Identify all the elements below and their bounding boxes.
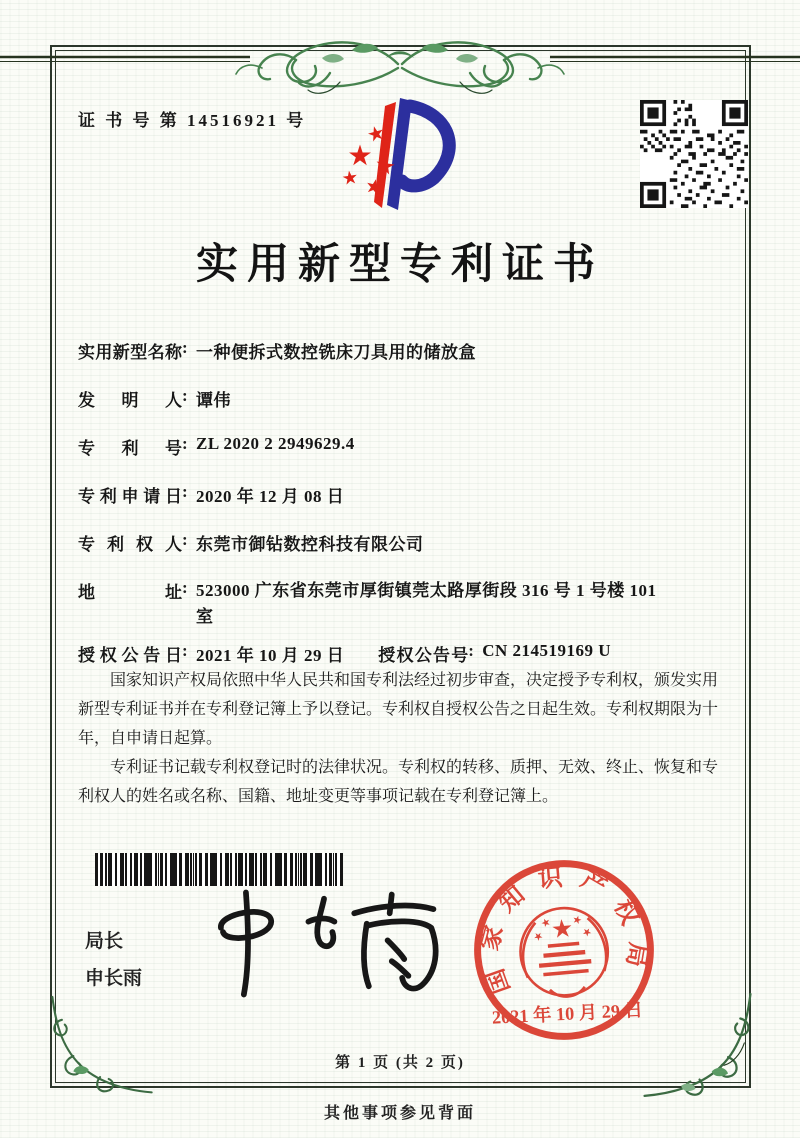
field-inventor — [78, 386, 690, 411]
page-number: 第 1 页 (共 2 页) — [335, 1055, 465, 1071]
colon: : — [182, 641, 188, 660]
cnipa-red-seal — [468, 854, 660, 1046]
field-label: 授权公告日 — [78, 646, 182, 665]
field-address — [78, 578, 690, 629]
field-patentee — [78, 530, 690, 555]
commissioner-name: 申长雨 — [85, 968, 143, 989]
green-flourish-ornament-bottom-right — [640, 992, 755, 1104]
colon: : — [182, 482, 188, 501]
colon: : — [182, 338, 188, 357]
seal-agency-text: 国家知识产权局 — [476, 862, 652, 998]
legal-paragraph-2: 专利证书记载专利权登记时的法律状况。专利权的转移、质押、无效、终止、恢复和专利权人的姓名或名称、国籍、地址变更等事项记载在专利登记簿上。 — [78, 759, 719, 806]
colon: : — [468, 641, 474, 660]
field-value: 东莞市御钻数控科技有限公司 — [196, 535, 424, 554]
certificate-number: 证 书 号 第 14516921 号 — [78, 111, 307, 130]
seal-date: 2021 年 10 月 29 日 — [491, 999, 644, 1028]
field-grant-date — [78, 641, 344, 666]
field-label: 专利号 — [78, 439, 182, 458]
signature-handwriting — [198, 886, 448, 1001]
field-filing-date — [78, 482, 690, 507]
field-label: 专利权人 — [78, 535, 182, 554]
field-value: ZL 2020 2 2949629.4 — [196, 434, 355, 453]
commissioner-role: 局长 — [85, 931, 124, 952]
fields-section — [78, 338, 690, 689]
field-value: 谭伟 — [196, 391, 231, 410]
field-value: 2021 年 10 月 29 日 — [196, 646, 345, 665]
field-value: 523000 广东省东莞市厚街镇莞太路厚街段 316 号 1 号楼 101 室 — [196, 581, 657, 626]
green-flourish-ornament-bottom-left — [48, 995, 156, 1100]
field-label: 地址 — [78, 583, 182, 602]
commissioner-block — [85, 923, 142, 997]
colon: : — [182, 530, 188, 549]
field-label: 授权公告号 — [378, 646, 469, 665]
field-value: 一种便拆式数控铣床刀具用的储放盒 — [196, 343, 476, 362]
field-grant-number — [378, 641, 611, 666]
qr-code — [640, 100, 748, 208]
colon: : — [182, 386, 188, 405]
field-label: 实用新型名称 — [78, 343, 182, 362]
colon: : — [182, 578, 188, 597]
legal-text — [78, 666, 726, 812]
field-patent-number — [78, 434, 690, 459]
legal-paragraph-1: 国家知识产权局依照中华人民共和国专利法经过初步审查，决定授予专利权，颁发实用新型专利证书并在专利登记簿上予以登记。专利权自授权公告之日起生效。专利权期限为十年，自申请日起算。 — [78, 672, 719, 748]
certificate-title: 实用新型专利证书 — [195, 242, 604, 288]
cnipa-logo — [330, 92, 476, 228]
field-grant-row — [78, 641, 690, 666]
field-value: 2020 年 12 月 08 日 — [196, 487, 345, 506]
field-utility-model-name — [78, 338, 690, 363]
field-label: 专利申请日 — [78, 487, 182, 506]
field-value: CN 214519169 U — [482, 641, 612, 660]
back-side-note: 其他事项参见背面 — [323, 1105, 476, 1122]
field-label: 发明人 — [78, 391, 182, 410]
colon: : — [182, 434, 188, 453]
barcode — [95, 853, 343, 886]
